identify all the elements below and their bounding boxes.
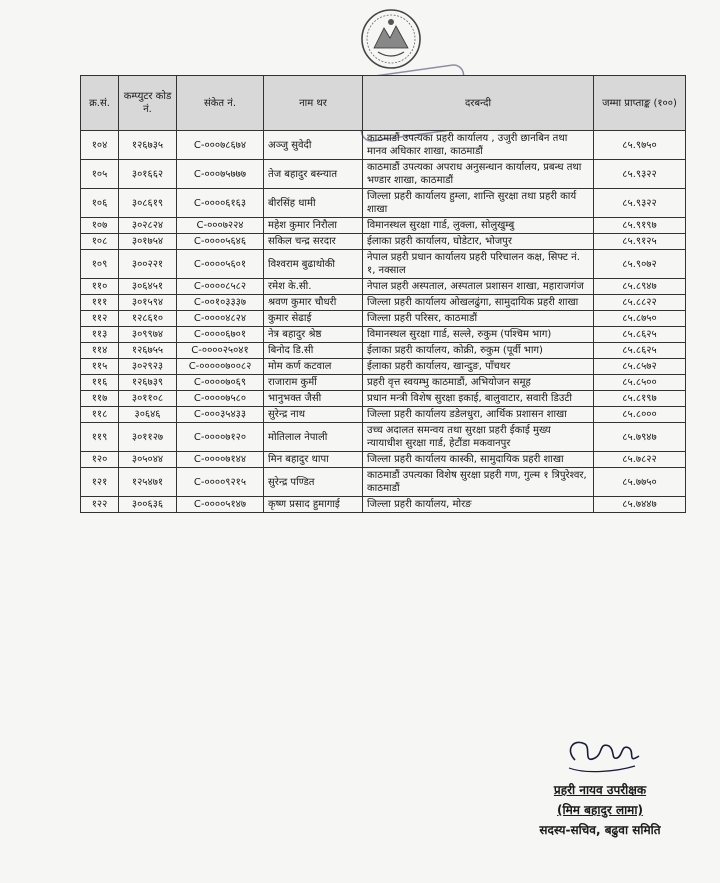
table-row: [81, 234, 686, 250]
table-row: [81, 391, 686, 407]
posting-cell: प्रहरी वृत्त स्वयम्भु काठमाडौं, अभियोजन समूह: [363, 375, 594, 391]
symbol-cell: C-००००७१४४: [177, 452, 264, 468]
code-cell: ३०१६६२: [119, 160, 177, 189]
code-cell: ३०८६१९: [119, 189, 177, 218]
code-cell: ३०९९७४: [119, 327, 177, 343]
marks-cell: ८५.८६२५: [594, 343, 686, 359]
header-total-marks: जम्मा प्राप्ताङ्क (१००): [594, 76, 686, 131]
code-cell: १२६७३५: [119, 131, 177, 160]
marks-cell: ८५.८९४७: [594, 279, 686, 295]
symbol-cell: C-००००५६०१: [177, 250, 264, 279]
posting-cell: काठमाडौं उपत्यका अपराध अनुसन्धान कार्यालय, प्रबन्ध तथा भण्डार शाखा, काठमाडौं: [363, 160, 594, 189]
serial-cell: ११४: [81, 343, 119, 359]
serial-cell: ११९: [81, 423, 119, 452]
symbol-cell: C-००००७५८०: [177, 391, 264, 407]
code-cell: १२८६१०: [119, 311, 177, 327]
symbol-cell: C-००००७०६९: [177, 375, 264, 391]
serial-cell: १०८: [81, 234, 119, 250]
marks-cell: ८५.९३२२: [594, 189, 686, 218]
code-cell: १२६७३९: [119, 375, 177, 391]
code-cell: ३०१७५४: [119, 234, 177, 250]
serial-cell: ११८: [81, 407, 119, 423]
table-row: [81, 279, 686, 295]
serial-cell: ११५: [81, 359, 119, 375]
header-symbol-number: संकेत नं.: [177, 76, 264, 131]
serial-cell: १०९: [81, 250, 119, 279]
posting-cell: जिल्ला प्रहरी परिसर, काठमाडौं: [363, 311, 594, 327]
signature-icon: [555, 730, 645, 780]
marks-cell: ८५.८७५०: [594, 311, 686, 327]
name-cell: सुरेन्द्र नाथ: [264, 407, 363, 423]
posting-cell: ईलाका प्रहरी कार्यालय, कोक्री, रुकुम (पूर्वी भाग): [363, 343, 594, 359]
symbol-cell: C-००००६७०१: [177, 327, 264, 343]
marks-cell: ८५.८५७२: [594, 359, 686, 375]
serial-cell: ११२: [81, 311, 119, 327]
serial-cell: १२२: [81, 497, 119, 513]
posting-cell: नेपाल प्रहरी अस्पताल, अस्पताल प्रशासन शाखा, महाराजगंज: [363, 279, 594, 295]
table-row: [81, 375, 686, 391]
name-cell: बीरसिंह धामी: [264, 189, 363, 218]
symbol-cell: C-००१०३३३७: [177, 295, 264, 311]
marks-cell: ८५.९७५०: [594, 131, 686, 160]
marks-cell: ८५.९१९७: [594, 218, 686, 234]
name-cell: कुमार सेढाई: [264, 311, 363, 327]
promotion-list-table: [80, 75, 686, 513]
header-name: नाम थर: [264, 76, 363, 131]
symbol-cell: C-००००६१६३: [177, 189, 264, 218]
name-cell: भानुभक्त जैसी: [264, 391, 363, 407]
name-cell: विश्वराम बुढाथोकी: [264, 250, 363, 279]
signature-block: [500, 730, 700, 840]
code-cell: ३०२९२३: [119, 359, 177, 375]
marks-cell: ८५.८६२५: [594, 327, 686, 343]
marks-cell: ८५.७४४७: [594, 497, 686, 513]
table-row: [81, 250, 686, 279]
marks-cell: ८५.९०७२: [594, 250, 686, 279]
marks-cell: ८५.८५००: [594, 375, 686, 391]
name-cell: मिन बहादुर थापा: [264, 452, 363, 468]
table-row: [81, 359, 686, 375]
table-row: [81, 407, 686, 423]
name-cell: राजाराम कुर्मी: [264, 375, 363, 391]
posting-cell: प्रधान मन्त्री विशेष सुरक्षा इकाई, बालुवाटार, सवारी डिउटी: [363, 391, 594, 407]
table-row: [81, 423, 686, 452]
emblem-icon: [360, 8, 422, 70]
table-row: [81, 327, 686, 343]
symbol-cell: C-०००७५७७७: [177, 160, 264, 189]
serial-cell: ११३: [81, 327, 119, 343]
marks-cell: ८५.७७५०: [594, 468, 686, 497]
symbol-cell: C-००००४८२४: [177, 311, 264, 327]
serial-cell: १०७: [81, 218, 119, 234]
name-cell: मोतिलाल नेपाली: [264, 423, 363, 452]
marks-cell: ८५.७९४७: [594, 423, 686, 452]
marks-cell: ८५.८०००: [594, 407, 686, 423]
name-cell: तेज बहादुर बस्न्यात: [264, 160, 363, 189]
name-cell: नेत्र बहादुर श्रेष्ठ: [264, 327, 363, 343]
serial-cell: ११७: [81, 391, 119, 407]
table-row: [81, 343, 686, 359]
name-cell: अञ्जु सुवेदी: [264, 131, 363, 160]
marks-cell: ८५.९१२५: [594, 234, 686, 250]
name-cell: सकिल चन्द्र सरदार: [264, 234, 363, 250]
signatory-role: सदस्य-सचिव, बढुवा समिति: [539, 823, 661, 837]
name-cell: रमेश के.सी.: [264, 279, 363, 295]
code-cell: ३०११२७: [119, 423, 177, 452]
code-cell: ३०११०८: [119, 391, 177, 407]
name-cell: कृष्ण प्रसाद हुमागाई: [264, 497, 363, 513]
symbol-cell: C-००००५१४७: [177, 497, 264, 513]
code-cell: १२५४७१: [119, 468, 177, 497]
posting-cell: जिल्ला प्रहरी कार्यालय हुम्ला, शान्ति सुरक्षा तथा प्रहरी कार्य शाखा: [363, 189, 594, 218]
table-row: [81, 189, 686, 218]
posting-cell: विमानस्थल सुरक्षा गार्ड, लुक्ला, सोलुखुम्बु: [363, 218, 594, 234]
header-computer-code: कम्प्युटर कोड नं.: [119, 76, 177, 131]
table-header-row: [81, 76, 686, 131]
posting-cell: उच्च अदालत समन्वय तथा सुरक्षा प्रहरी ईकाई मुख्य न्यायाधीश सुरक्षा गार्ड, हेटौंडा मकवानपुर: [363, 423, 594, 452]
serial-cell: १०४: [81, 131, 119, 160]
table-row: [81, 468, 686, 497]
table-row: [81, 295, 686, 311]
posting-cell: जिल्ला प्रहरी कार्यालय, मोरङ: [363, 497, 594, 513]
name-cell: मोम कर्ण कटवाल: [264, 359, 363, 375]
name-cell: श्रवण कुमार चौधरी: [264, 295, 363, 311]
posting-cell: नेपाल प्रहरी प्रधान कार्यालय प्रहरी परिचालन कक्ष, सिफ्ट नं. १, नक्साल: [363, 250, 594, 279]
posting-cell: जिल्ला प्रहरी कार्यालय ओखलढुंगा, सामुदायिक प्रहरी शाखा: [363, 295, 594, 311]
signatory-title: प्रहरी नायव उपरीक्षक: [553, 783, 647, 797]
symbol-cell: C-००००२५०४१: [177, 343, 264, 359]
table-row: [81, 497, 686, 513]
serial-cell: १११: [81, 295, 119, 311]
serial-cell: ११६: [81, 375, 119, 391]
code-cell: ३००२२१: [119, 250, 177, 279]
marks-cell: ८५.७८२२: [594, 452, 686, 468]
symbol-cell: C-००००५६४६: [177, 234, 264, 250]
code-cell: ३०६४६: [119, 407, 177, 423]
posting-cell: जिल्ला प्रहरी कार्यालय डडेलधुरा, आर्थिक प्रशासन शाखा: [363, 407, 594, 423]
name-cell: सुरेन्द्र पण्डित: [264, 468, 363, 497]
symbol-cell: C-०००००७००८२: [177, 359, 264, 375]
posting-cell: ईलाका प्रहरी कार्यालय, घोडेटार, भोजपुर: [363, 234, 594, 250]
serial-cell: ११०: [81, 279, 119, 295]
symbol-cell: C-००००७१२०: [177, 423, 264, 452]
table-row: [81, 131, 686, 160]
code-cell: ३०२८२४: [119, 218, 177, 234]
code-cell: ३०६४५१: [119, 279, 177, 295]
marks-cell: ८५.८८२२: [594, 295, 686, 311]
symbol-cell: C-०००७२२४: [177, 218, 264, 234]
symbol-cell: C-०००७८६७४: [177, 131, 264, 160]
code-cell: १२६७५५: [119, 343, 177, 359]
header-posting: दरबन्दी: [363, 76, 594, 131]
code-cell: ३००६३६: [119, 497, 177, 513]
name-cell: महेश कुमार निरौला: [264, 218, 363, 234]
posting-cell: जिल्ला प्रहरी कार्यालय कास्की, सामुदायिक प्रहरी शाखा: [363, 452, 594, 468]
symbol-cell: C-००००८५८२: [177, 279, 264, 295]
symbol-cell: C-०००३५४३३: [177, 407, 264, 423]
code-cell: ३०१५९४: [119, 295, 177, 311]
header-serial: क्र.सं.: [81, 76, 119, 131]
serial-cell: १०६: [81, 189, 119, 218]
serial-cell: १२०: [81, 452, 119, 468]
table-row: [81, 452, 686, 468]
posting-cell: विमानस्थल सुरक्षा गार्ड, सल्ले, रुकुम (पश्चिम भाग): [363, 327, 594, 343]
symbol-cell: C-००००९२१५: [177, 468, 264, 497]
signatory-name: (मिम बहादुर लामा): [557, 803, 643, 817]
table-row: [81, 218, 686, 234]
table-row: [81, 311, 686, 327]
marks-cell: ८५.८१९७: [594, 391, 686, 407]
name-cell: बिनोद डि.सी: [264, 343, 363, 359]
table-row: [81, 160, 686, 189]
serial-cell: १२१: [81, 468, 119, 497]
posting-cell: ईलाका प्रहरी कार्यालय, खान्दुङ, पाँचथर: [363, 359, 594, 375]
posting-cell: काठमाडौं उपत्यका प्रहरी कार्यालय , उजुरी छानबिन तथा मानव अधिकार शाखा, काठमाडौं: [363, 131, 594, 160]
code-cell: ३०५०४४: [119, 452, 177, 468]
serial-cell: १०५: [81, 160, 119, 189]
posting-cell: काठमाडौं उपत्यका विशेष सुरक्षा प्रहरी गण, गुल्म १ त्रिपुरेश्वर, काठमाडौं: [363, 468, 594, 497]
marks-cell: ८५.९३२२: [594, 160, 686, 189]
